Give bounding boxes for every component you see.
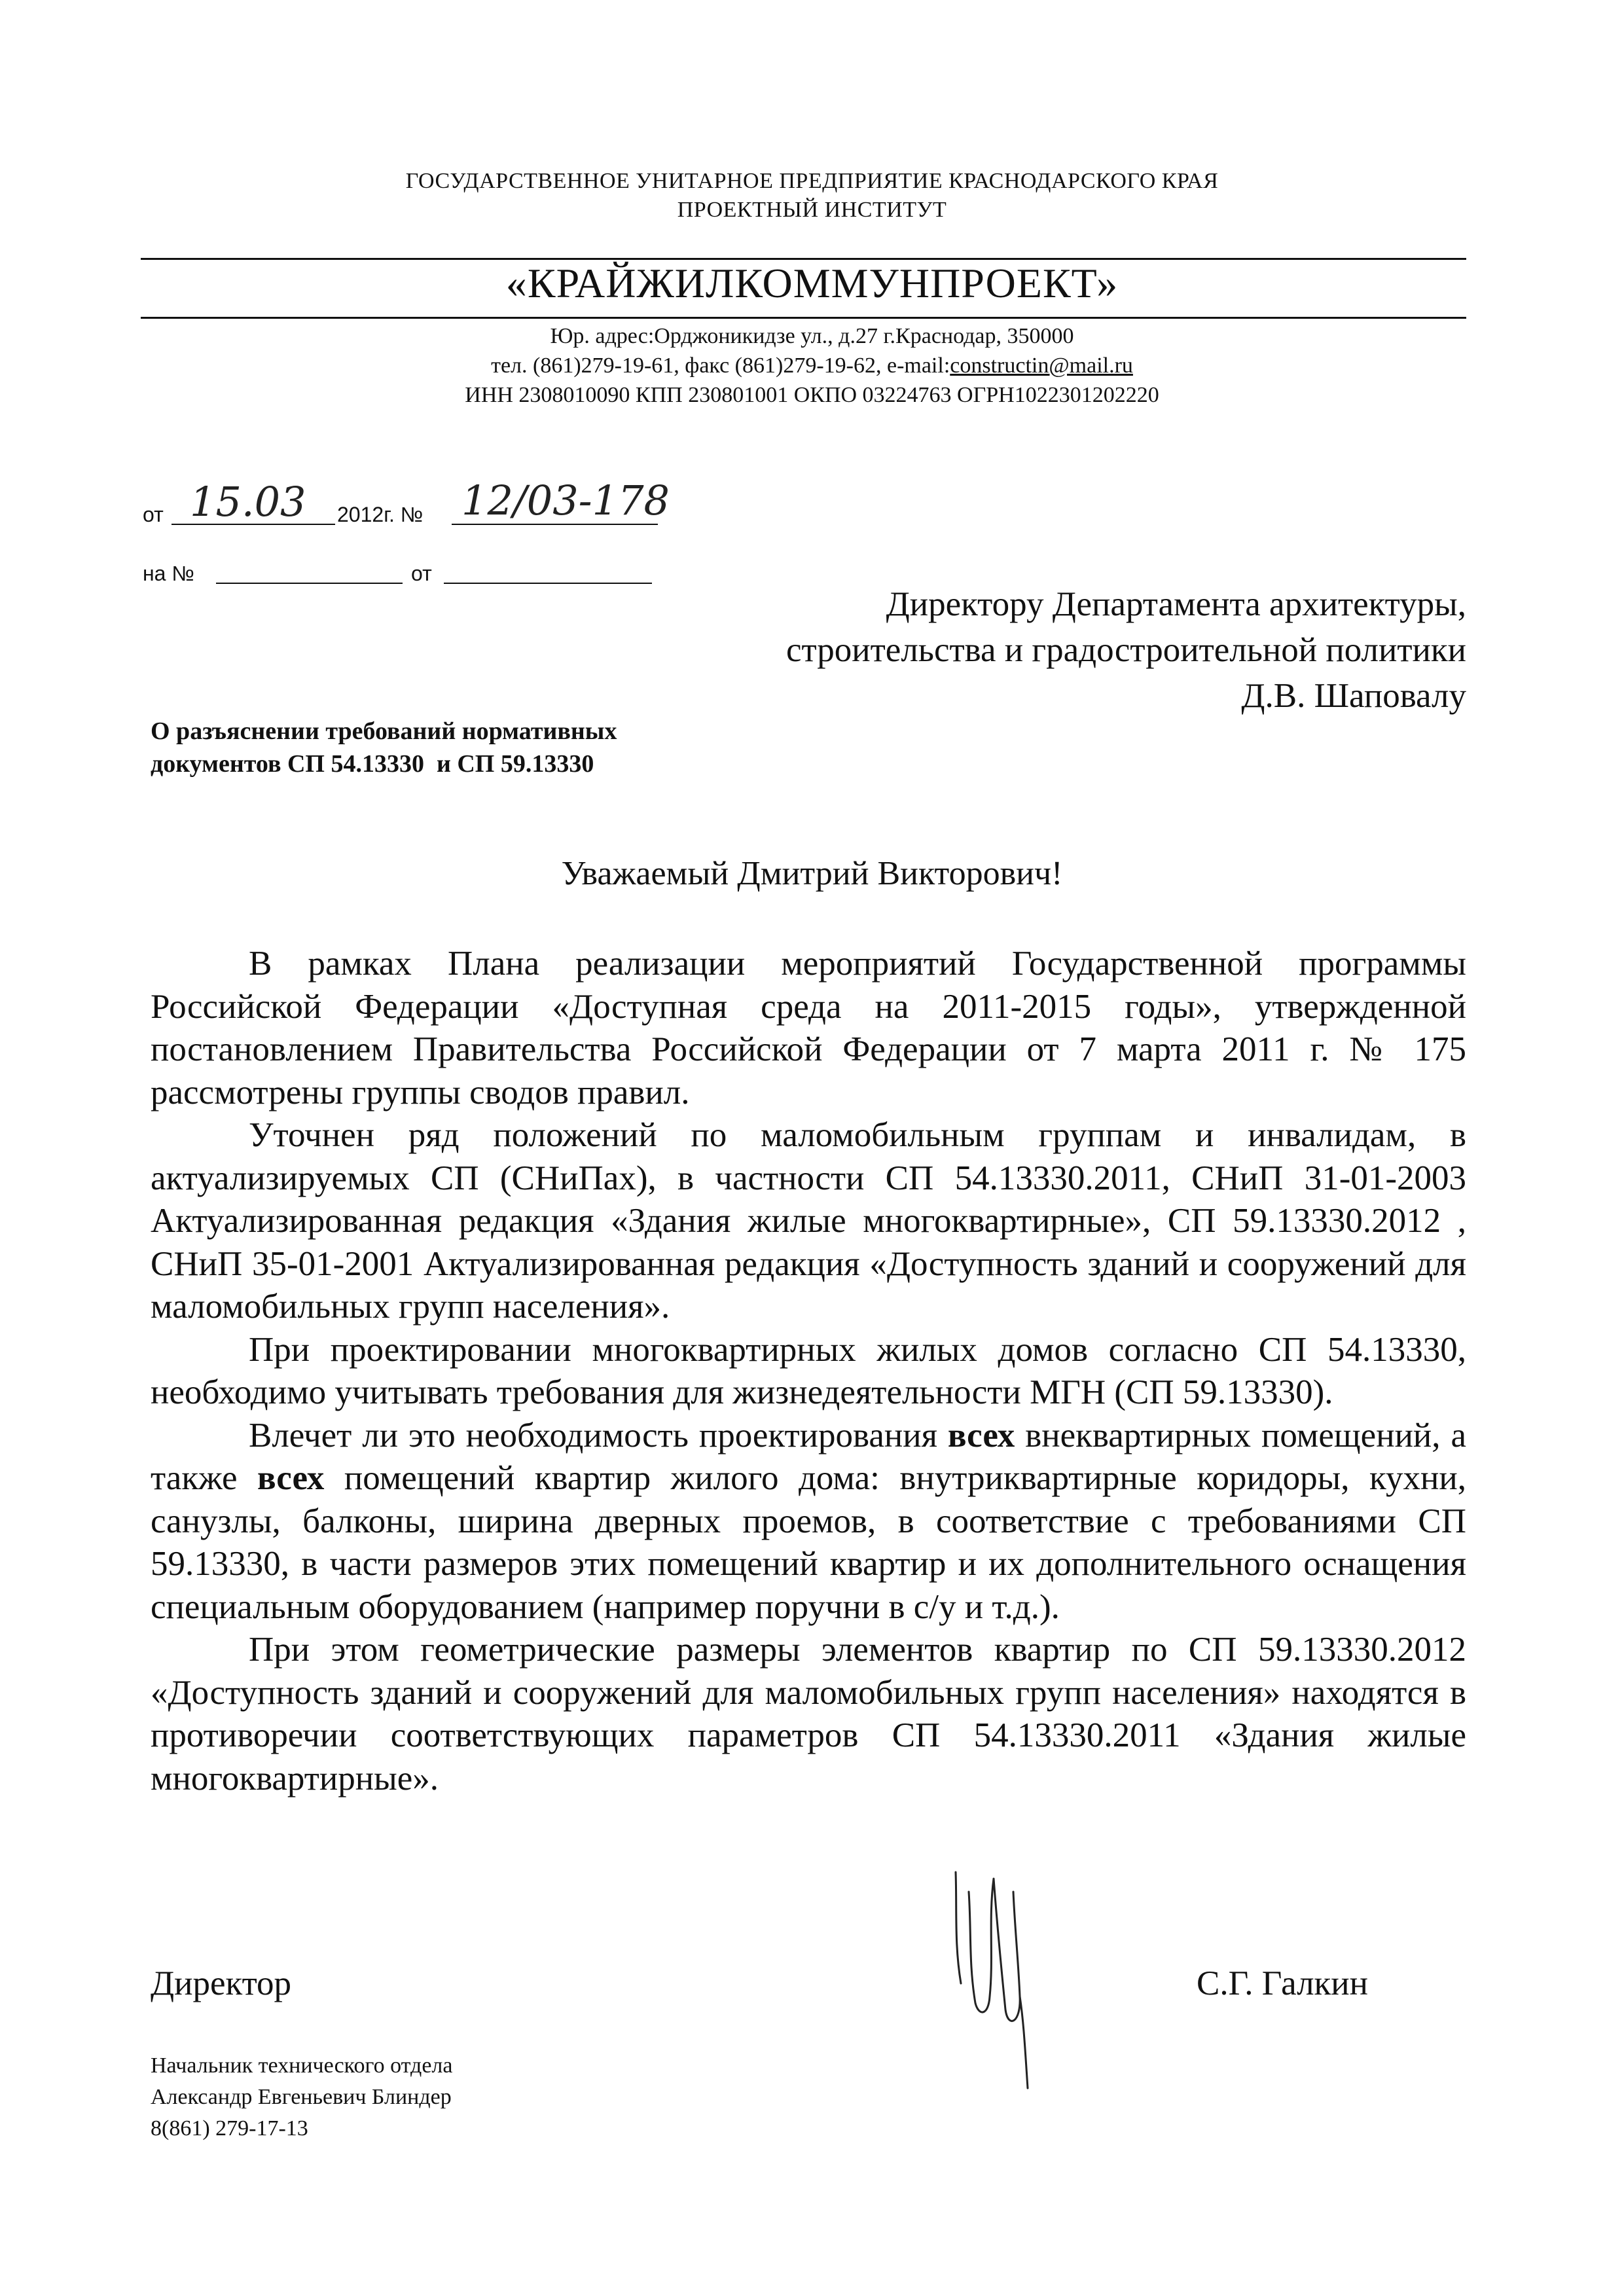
registry-numbers: ИНН 2308010090 КПП 230801001 ОКПО 03224763 ОГРН1022301202220 — [465, 383, 1159, 407]
addressee-block — [655, 581, 1466, 719]
p4-text-b: внеквартирных помещений, а также — [151, 1416, 1466, 1497]
year-number-label: 2012г. № — [337, 503, 424, 526]
legal-address: Юр. адрес:Орджоникидзе ул., д.27 г.Краснодар, 350000 — [550, 324, 1074, 348]
in-reply-label: на № — [143, 562, 194, 585]
phone-fax: тел. (861)279-19-61, факс (861)279-19-62, e-mail: — [491, 353, 950, 378]
body-paragraph-5: При этом геометрические размеры элементов квартир по СП 59.13330.2012 «Доступность зданий и сооружений для маломобильных групп населения» находятся в противоречии соответствующих параметров СП 54.13330.2011 «Здания жилые многоквартирные». — [151, 1631, 1466, 1798]
subject-block — [151, 715, 805, 780]
signatory-name: С.Г. Галкин — [1197, 1964, 1368, 2002]
contact-person-name: Александр Евгеньевич Блиндер — [151, 2085, 452, 2109]
in-reply-fill-line — [216, 583, 403, 584]
in-reply-date-fill-line — [444, 583, 652, 584]
p4-emphasis-1: всех — [947, 1416, 1015, 1455]
addressee-name: Д.В. Шаповалу — [1241, 677, 1466, 715]
letter-body — [151, 943, 1466, 1800]
handwritten-reg-number: 12/03-178 — [461, 477, 670, 524]
email-link[interactable]: constructin@mail.ru — [950, 353, 1133, 378]
body-paragraph-2: Уточнен ряд положений по маломобильным группам и инвалидам, в актуализируемых СП (СНиПах), в частности СП 54.13330.2011, СНиП 31-01-2003 Актуализированная редакция «Здания жилые многоквартирные», СП 59.13330.2012 , СНиП 35-01-2001 Актуализированная редакция «Доступность зданий и сооружений для маломобильных групп населения». — [151, 1116, 1466, 1326]
body-paragraph-1: В рамках Плана реализации мероприятий Государственной программы Российской Федерации «Доступная среда на 2011-2015 годы», утвержденной постановлением Правительства Российской Федерации от 7 марта 2011 г. № 175 рассмотрены группы сводов правил. — [151, 945, 1466, 1111]
contact-person-block — [151, 2050, 452, 2144]
p4-text-a: Влечет ли это необходимость проектирования — [249, 1416, 948, 1455]
p4-text-c: помещений квартир жилого дома: внутриквартирные коридоры, кухни, санузлы, балконы, ширина дверных проемов, в соответствие с требованиями СП 59.13330, в части размеров этих помещений квартир и их дополнительного оснащения специальным оборудованием (например поручни в с/у и т.д.). — [151, 1459, 1467, 1626]
contact-person-title: Начальник технического отдела — [151, 2053, 453, 2078]
subject-line1: О разъяснении требований нормативных — [151, 717, 617, 745]
p4-emphasis-2: всех — [257, 1459, 325, 1497]
contact-person-phone: 8(861) 279-17-13 — [151, 2116, 308, 2141]
handwritten-date: 15.03 — [190, 478, 306, 526]
signatory-position: Директор — [151, 1964, 292, 2002]
date-from-label: от — [143, 503, 164, 526]
org-name-line2: ПРОЕКТНЫЙ ИНСТИТУТ — [677, 198, 947, 222]
subject-line2: документов СП 54.13330 и СП 59.13330 — [151, 750, 594, 778]
body-paragraph-3: При проектировании многоквартирных жилых домов согласно СП 54.13330, необходимо учитывать требования для жизнедеятельности МГН (СП 59.13330). — [151, 1330, 1466, 1411]
addressee-line2: строительства и градостроительной политики — [785, 631, 1466, 669]
letterhead-bottom-rule — [141, 317, 1466, 319]
addressee-line1: Директору Департамента архитектуры, — [886, 585, 1466, 623]
org-name-line1: ГОСУДАРСТВЕННОЕ УНИТАРНОЕ ПРЕДПРИЯТИЕ КРАСНОДАРСКОГО КРАЯ — [405, 169, 1219, 193]
in-reply-from-label: от — [411, 562, 432, 585]
greeting: Уважаемый Дмитрий Викторович! — [561, 855, 1063, 892]
phone-email-line — [0, 353, 1624, 378]
body-paragraph-4 — [151, 1415, 1466, 1629]
organization-brand: «КРАЙЖИЛКОММУНПРОЕКТ» — [505, 260, 1119, 306]
handwritten-signature — [943, 1852, 1047, 2114]
